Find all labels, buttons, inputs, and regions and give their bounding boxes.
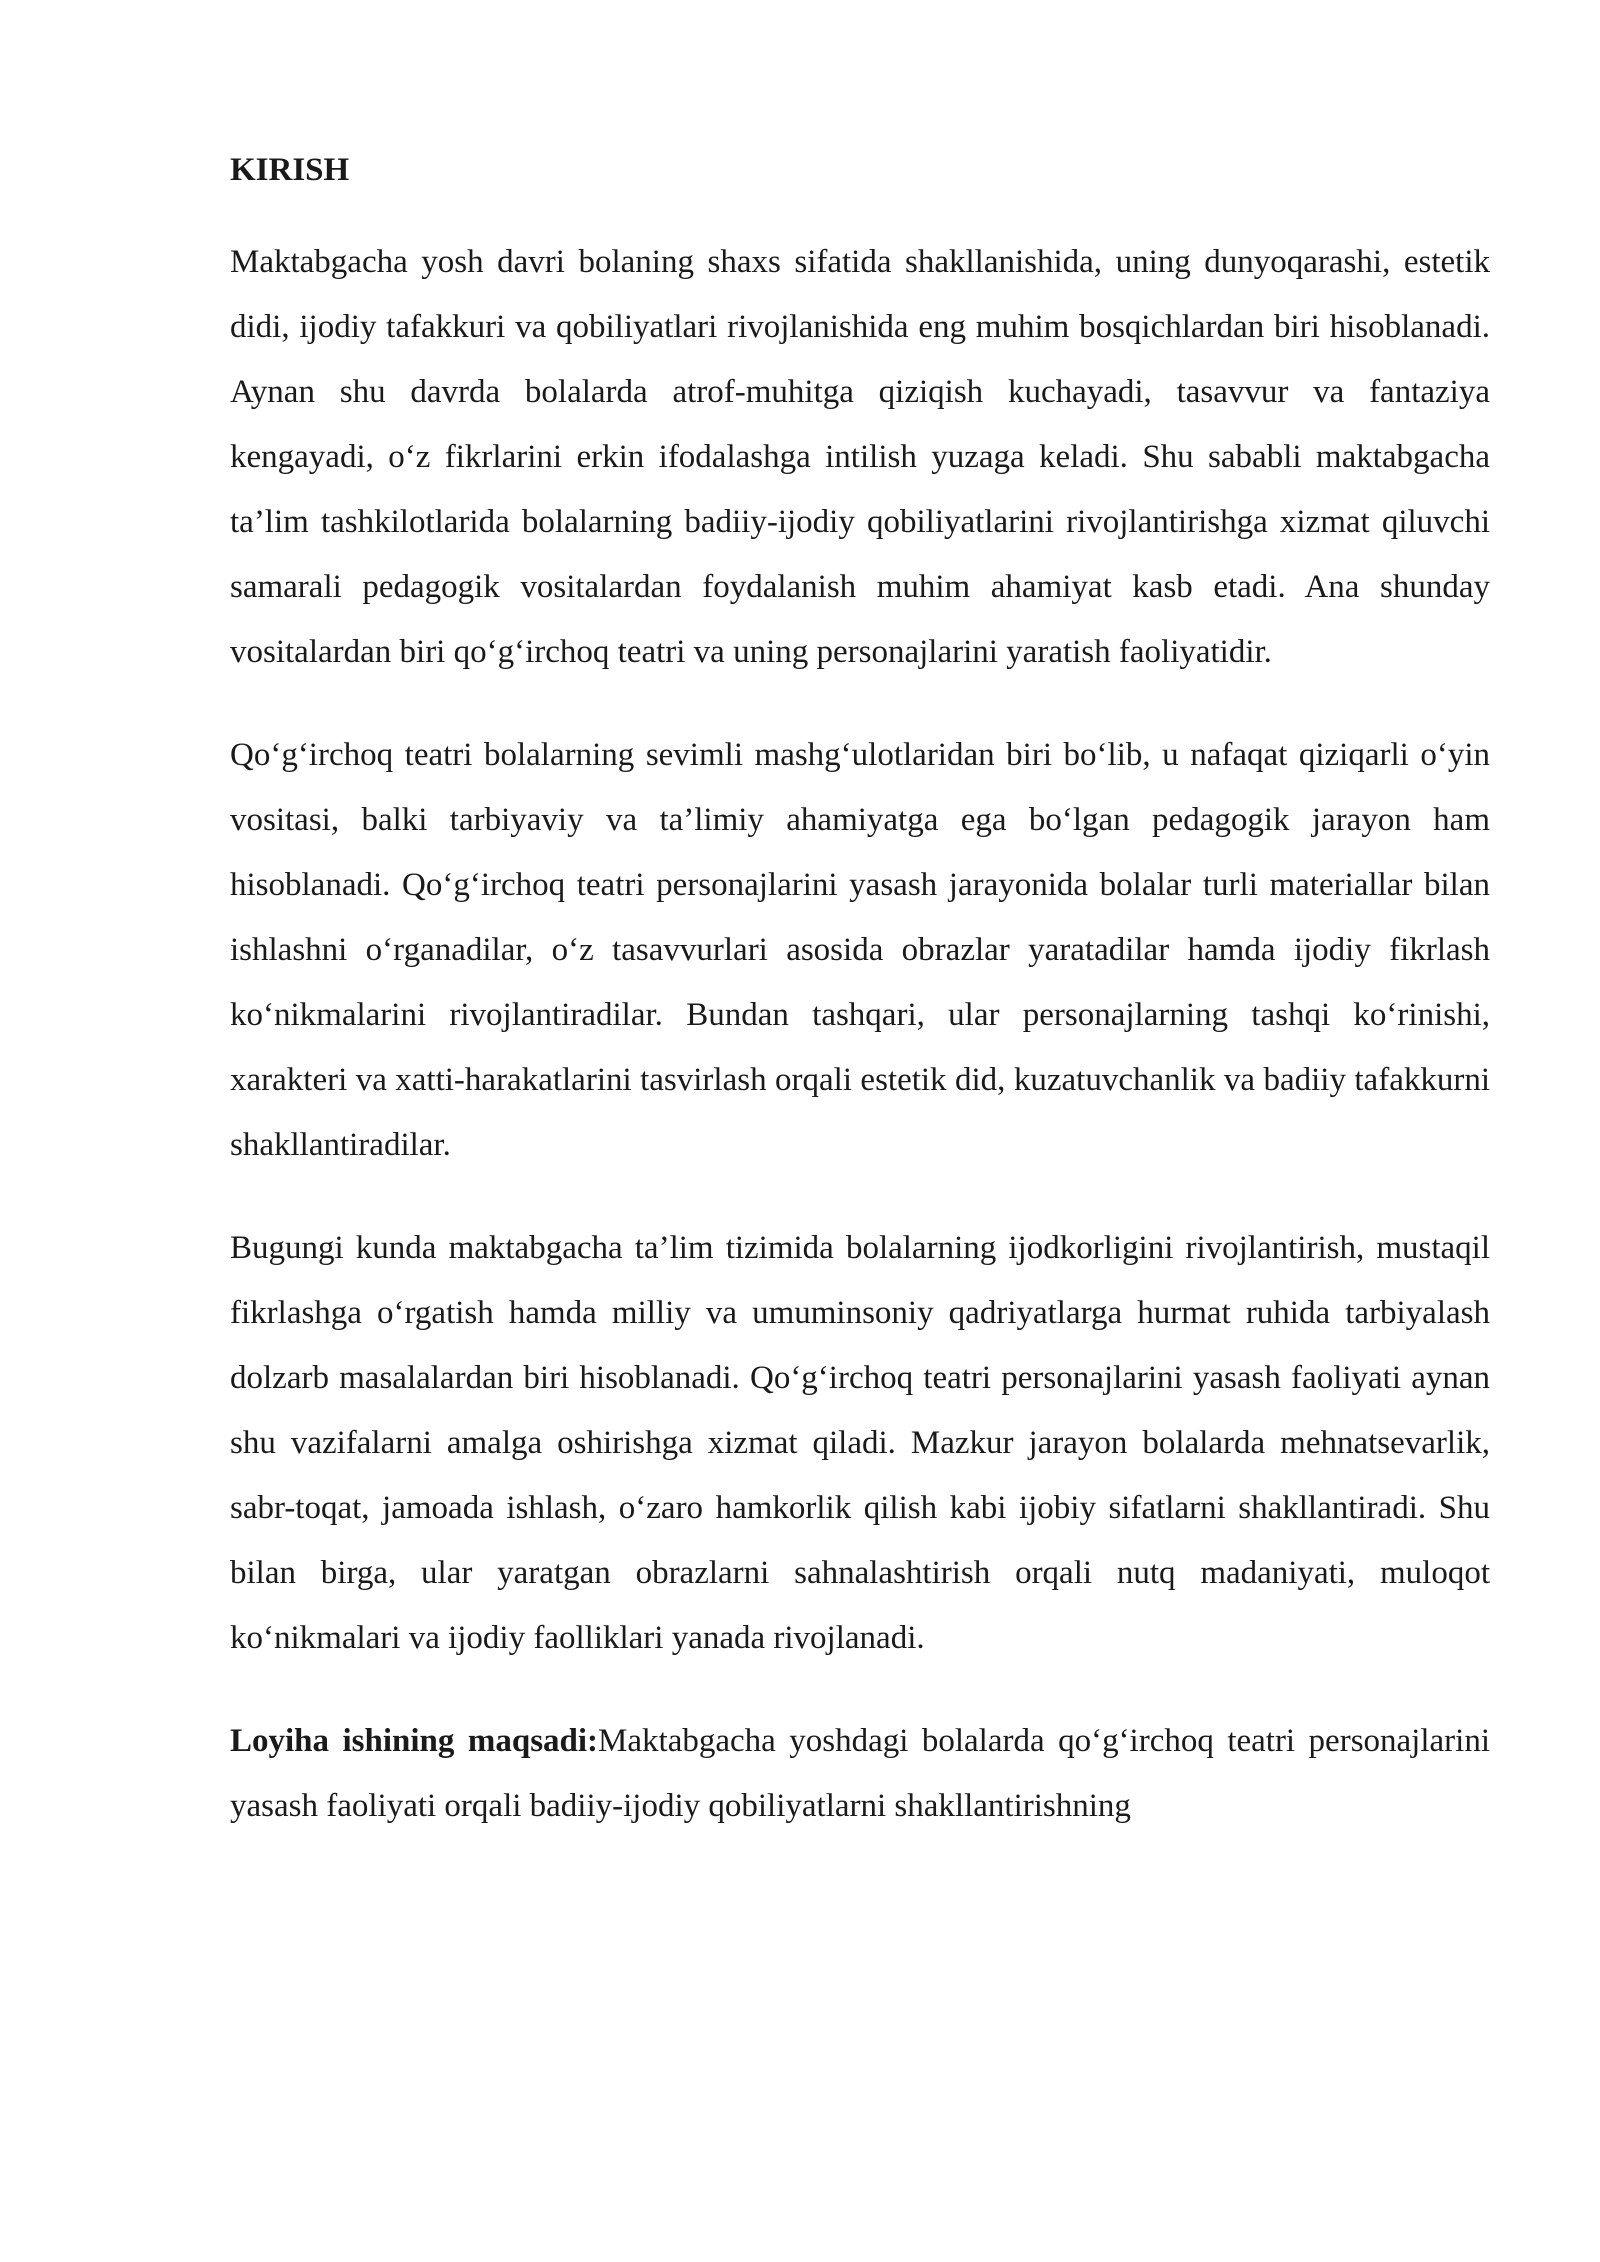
project-goal-text: Maktabgacha yoshdagi bolalarda qo‘g‘irchoq teatri personajlarini yasash faoliyati orqali badiiy-ijodiy qobiliyatlarni shakllantirishning <box>230 1723 1490 1824</box>
project-goal-label: Loyiha ishining maqsadi: <box>230 1723 599 1759</box>
paragraph-education-today: Bugungi kunda maktabgacha ta’lim tizimida bolalarning ijodkorligini rivojlantirish, mustaqil fikrlashga o‘rgatish hamda milliy va umuminsoniy qadriyatlarga hurmat ruhida tarbiyalash dolzarb masalalardan biri hisoblanadi. Qo‘g‘irchoq teatri personajlarini yasash faoliyati aynan shu vazifalarni amalga oshirishga xizmat qiladi. Mazkur jarayon bolalarda mehnatsevarlik, sabr-toqat, jamoada ishlash, o‘zaro hamkorlik qilish kabi ijobiy sifatlarni shakllantiradi. Shu bilan birga, ular yaratgan obrazlarni sahnalashtirish orqali nutq madaniyati, muloqot ko‘nikmalari va ijodiy faolliklari yanada rivojlanadi. <box>230 1230 1490 1656</box>
paragraph-puppet-theatre: Qo‘g‘irchoq teatri bolalarning sevimli mashg‘ulotlaridan biri bo‘lib, u nafaqat qiziqarli o‘yin vositasi, balki tarbiyaviy va ta’limiy ahamiyatga ega bo‘lgan pedagogik jarayon ham hisoblanadi. Qo‘g‘irchoq teatri personajlarini yasash jarayonida bolalar turli materiallar bilan ishlashni o‘rganadilar, o‘z tasavvurlari asosida obrazlar yaratadilar hamda ijodiy fikrlash ko‘nikmalarini rivojlantiradilar. Bundan tashqari, ular personajlarning tashqi ko‘rinishi, xarakteri va xatti-harakatlarini tasvirlash orqali estetik did, kuzatuvchanlik va badiiy tafakkurni shakllantiradilar. <box>230 737 1490 1163</box>
section-heading: KIRISH <box>230 152 350 188</box>
paragraph-project-goal <box>230 1709 1490 1839</box>
document-page <box>230 150 1490 1839</box>
paragraph-intro: Maktabgacha yosh davri bolaning shaxs sifatida shakllanishida, uning dunyoqarashi, estetik didi, ijodiy tafakkuri va qobiliyatlari rivojlanishida eng muhim bosqichlardan biri hisoblanadi. Aynan shu davrda bolalarda atrof-muhitga qiziqish kuchayadi, tasavvur va fantaziya kengayadi, o‘z fikrlarini erkin ifodalashga intilish yuzaga keladi. Shu sababli maktabgacha ta’lim tashkilotlarida bolalarning badiiy-ijodiy qobiliyatlarini rivojlantirishga xizmat qiluvchi samarali pedagogik vositalardan foydalanish muhim ahamiyat kasb etadi. Ana shunday vositalardan biri qo‘g‘irchoq teatri va uning personajlarini yaratish faoliyatidir. <box>230 244 1490 670</box>
